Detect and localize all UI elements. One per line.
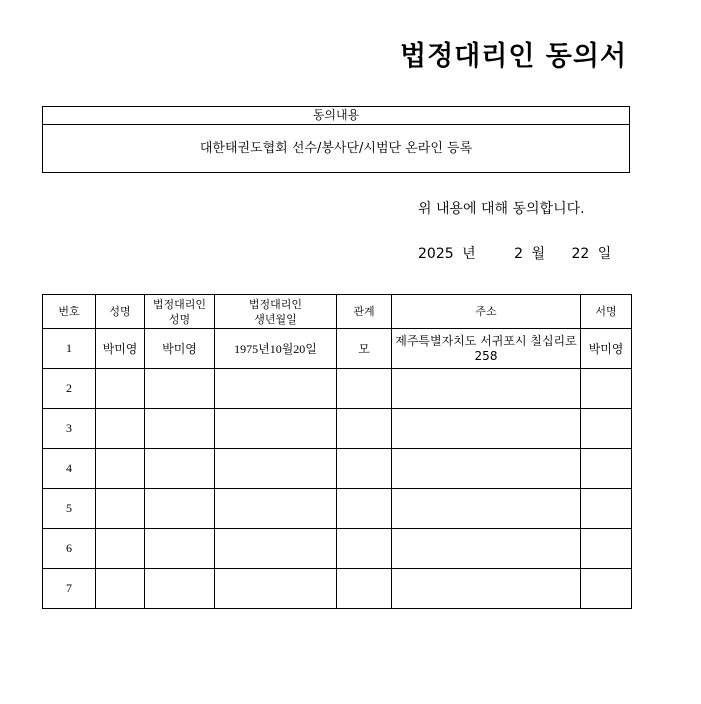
cell-guardian-name: 박미영 <box>145 329 215 369</box>
cell-relation <box>337 529 392 569</box>
cell-guardian-birthdate <box>215 569 337 609</box>
cell-signature <box>581 369 632 409</box>
table-row <box>43 529 632 569</box>
agreement-text: 위 내용에 대해 동의합니다. <box>418 201 585 217</box>
cell-guardian-birthdate <box>215 369 337 409</box>
consent-box <box>42 106 630 173</box>
cell-relation <box>337 569 392 609</box>
date-year: 2025 <box>418 246 454 262</box>
date-line <box>418 243 611 263</box>
cell-guardian-birthdate: 1975년10월20일 <box>215 329 337 369</box>
cell-guardian-name <box>145 489 215 529</box>
cell-guardian-name <box>145 529 215 569</box>
cell-guardian-name <box>145 569 215 609</box>
cell-name <box>96 409 145 449</box>
cell-name <box>96 369 145 409</box>
cell-guardian-name <box>145 449 215 489</box>
consent-content: 대한태권도협회 선수/봉사단/시범단 온라인 등록 <box>199 141 473 156</box>
cell-address <box>392 369 581 409</box>
cell-guardian-birthdate <box>215 449 337 489</box>
cell-name <box>96 529 145 569</box>
header-signature: 서명 <box>581 295 632 329</box>
date-month-unit: 월 <box>531 246 545 262</box>
cell-guardian-name <box>145 409 215 449</box>
cell-address <box>392 409 581 449</box>
cell-number: 2 <box>43 369 96 409</box>
cell-signature <box>581 569 632 609</box>
date-month: 2 <box>514 246 523 262</box>
date-year-unit: 년 <box>462 246 476 262</box>
cell-number: 5 <box>43 489 96 529</box>
cell-signature <box>581 409 632 449</box>
date-day: 22 <box>571 246 590 262</box>
header-guardian-birthdate: 법정대리인 생년월일 <box>215 295 337 329</box>
cell-name <box>96 569 145 609</box>
table-row <box>43 449 632 489</box>
cell-guardian-birthdate <box>215 489 337 529</box>
cell-relation <box>337 489 392 529</box>
cell-address <box>392 529 581 569</box>
cell-number: 4 <box>43 449 96 489</box>
cell-guardian-birthdate <box>215 529 337 569</box>
cell-guardian-name <box>145 369 215 409</box>
cell-address <box>392 489 581 529</box>
cell-relation <box>337 449 392 489</box>
consent-header: 동의내용 <box>43 107 629 125</box>
cell-number: 7 <box>43 569 96 609</box>
cell-name: 박미영 <box>96 329 145 369</box>
header-relation: 관계 <box>337 295 392 329</box>
cell-signature <box>581 529 632 569</box>
cell-guardian-birthdate <box>215 409 337 449</box>
table-header-row <box>43 295 632 329</box>
header-number: 번호 <box>43 295 96 329</box>
header-address: 주소 <box>392 295 581 329</box>
cell-number: 3 <box>43 409 96 449</box>
table-row <box>43 369 632 409</box>
cell-address <box>392 569 581 609</box>
cell-relation <box>337 409 392 449</box>
cell-relation <box>337 369 392 409</box>
table-row <box>43 489 632 529</box>
cell-name <box>96 449 145 489</box>
table-row <box>43 329 632 369</box>
table-row <box>43 409 632 449</box>
date-day-unit: 일 <box>597 246 612 262</box>
guardian-table <box>42 294 632 609</box>
header-name: 성명 <box>96 295 145 329</box>
cell-number: 1 <box>43 329 96 369</box>
cell-signature <box>581 449 632 489</box>
cell-address: 제주특별자치도 서귀포시 칠십리로 258 <box>392 329 581 369</box>
cell-name <box>96 489 145 529</box>
cell-address <box>392 449 581 489</box>
header-guardian-name: 법정대리인 성명 <box>145 295 215 329</box>
cell-relation: 모 <box>337 329 392 369</box>
cell-number: 6 <box>43 529 96 569</box>
cell-signature: 박미영 <box>581 329 632 369</box>
document-title: 법정대리인 동의서 <box>400 41 628 72</box>
cell-signature <box>581 489 632 529</box>
table-row <box>43 569 632 609</box>
